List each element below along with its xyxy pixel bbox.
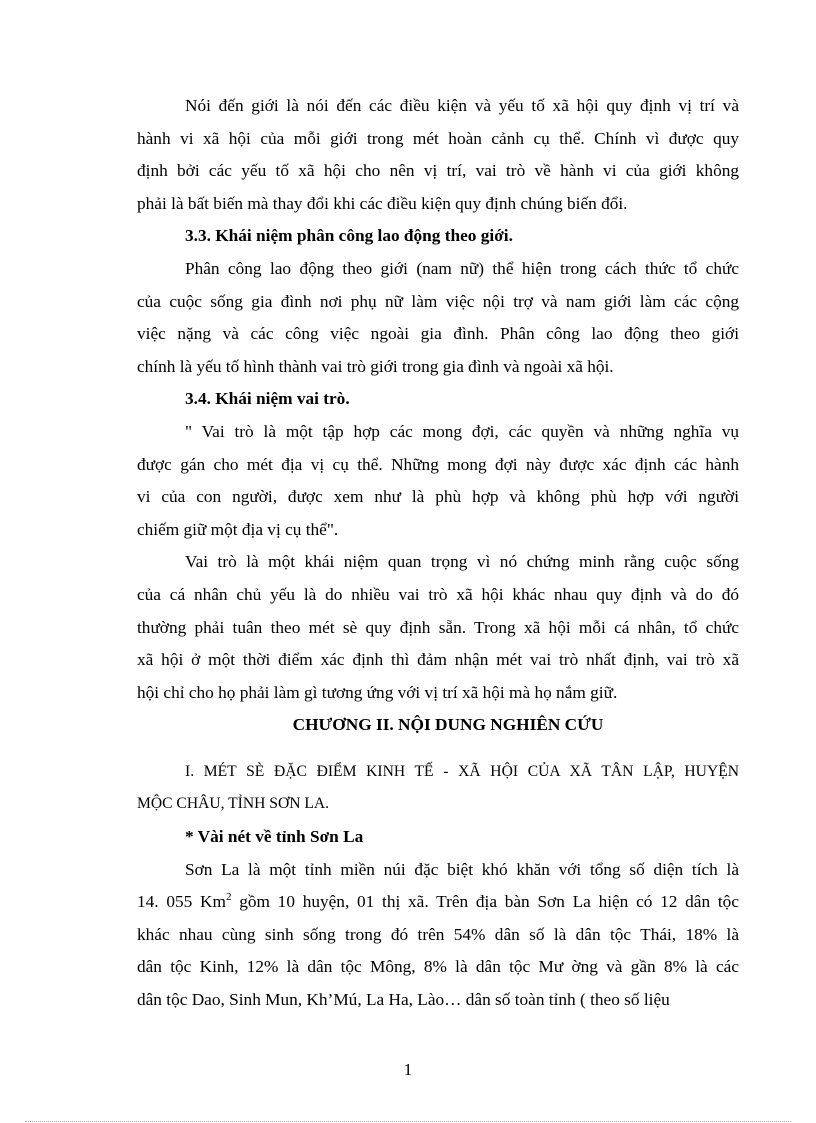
text-line: hành vi xã hội của mỗi giới trong mét hoàn cảnh cụ thể. Chính vì được quy [137,128,739,148]
text-line: dân tộc Kinh, 12% là dân tộc Mông, 8% là dân tộc Mư ờng và gần 8% là các [137,957,739,977]
text-line: thường phải tuân theo mét sè quy định sẵn. Trong xã hội mỗi cá nhân, tổ chức [137,617,739,637]
text-line: Nói đến giới là nói đến các điều kiện và yếu tố xã hội quy định vị trí và [185,96,739,115]
page-content [137,90,739,1017]
heading-3-3: 3.3. Khái niệm phân công lao động theo giới. [185,226,513,246]
text-line: của cá nhân chủ yếu là do nhiều vai trò xã hội khác nhau quy định và do đó [137,584,739,604]
text-line: của cuộc sống gia đình nơi phụ nữ làm việc nội trợ và nam giới làm các cộng [137,291,739,311]
section-heading-I [137,756,739,821]
text-line: Vai trò là một khái niệm quan trọng vì nó chứng minh rằng cuộc sống [185,552,739,572]
page-bottom-border [25,1121,791,1122]
text-line: Phân công lao động theo giới (nam nữ) thể hiện trong cách thức tổ chức [185,258,739,278]
text-line: định bởi các yếu tố xã hội cho nên vị trí, vai trò về hành vi của giới không [137,161,739,181]
text-fragment: gồm 10 huyện, 01 thị xã. Trên địa bàn Sơn La hiện có 12 dân tộc [231,892,739,912]
text-line: hội chỉ cho họ phải làm gì tương ứng với vị trí xã hội mà họ nắm giữ. [137,682,618,702]
paragraph-gender-definition [137,90,739,220]
paragraph-division-of-labor [137,253,739,383]
text-line: " Vai trò là một tập hợp các mong đợi, các quyền và những nghĩa vụ [185,421,739,441]
text-line: chính là yếu tố hình thành vai trò giới trong gia đình và ngoài xã hội. [137,356,614,376]
text-line: khác nhau cùng sinh sống trong đó trên 54% dân số là dân tộc Thái, 18% là [137,924,739,944]
paragraph-son-la [137,854,739,1017]
superscript: 2 [225,891,232,904]
area-value: 14. 055 Km [137,892,226,912]
chapter-title: CHƯƠNG II. NỘI DUNG NGHIÊN CỨU [292,715,604,735]
spacer [137,742,739,756]
text-line [137,886,739,919]
subheading-son-la: * Vài nét về tỉnh Sơn La [185,827,364,847]
text-line: việc nặng và các công việc ngoài gia đình. Phân công lao động theo giới [137,324,739,344]
text-line: MỘC CHÂU, TỈNH SƠN LA. [137,795,330,813]
heading-3-4: 3.4. Khái niệm vai trò. [185,389,350,409]
text-line: được gán cho mét địa vị cụ thể. Những mong đợi này được xác định các hành [137,454,739,474]
text-line: vi của con người, được xem như là phù hợp và không phù hợp với người [137,487,739,507]
text-line: Sơn La là một tỉnh miền núi đặc biệt khó khăn với tổng số diện tích là [185,859,739,879]
text-line: phải là bất biến mà thay đổi khi các điều kiện quy định chúng biến đổi. [137,193,628,213]
text-line: dân tộc Dao, Sinh Mun, Kh’Mú, La Ha, Lào… dân số toàn tỉnh ( theo số liệu [137,990,670,1010]
text-line: I. MÉT SÈ ĐẶC ĐIỂM KINH TẾ - XÃ HỘI CỦA XÃ TÂN LẬP, HUYỆN [185,762,739,780]
text-line: xã hội ở một thời điểm xác định thì đảm nhận mét vai trò nhất định, vai trò xã [137,650,739,670]
paragraph-role-quote [137,416,739,546]
text-line: chiếm giữ một địa vị cụ thể". [137,519,339,539]
paragraph-role-importance [137,546,739,709]
page-number: 1 [403,1060,413,1079]
